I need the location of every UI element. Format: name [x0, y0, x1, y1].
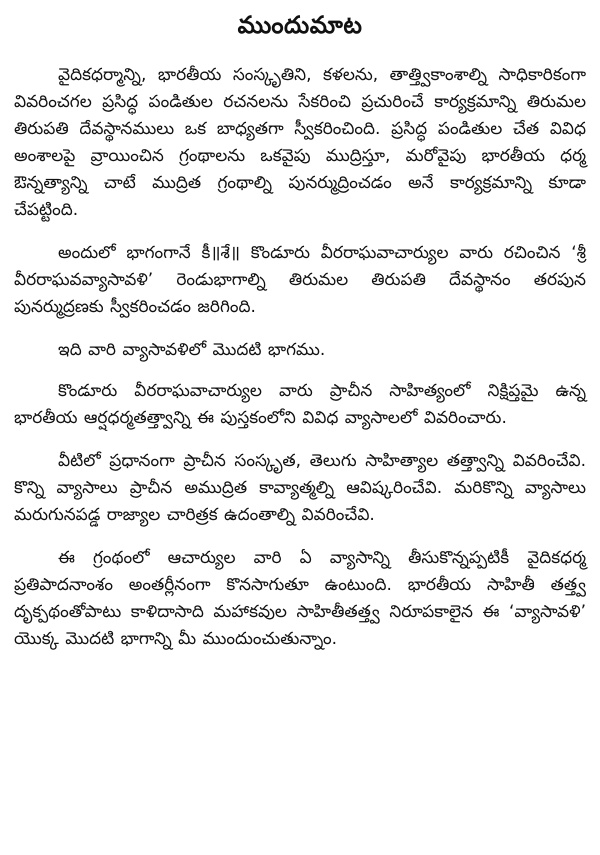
- paragraph-2: అందులో భాగంగానే కీ॥శే॥ కొండూరు వీరరాఘవాచార్యుల వారు రచించిన ‘శ్రీ వీరరాఘవవ్యాసావళి’ రెండుభాగాల్ని తిరుమల తిరుపతి దేవస్థానం తరపున పునర్ముద్రణకు స్వీకరించడం జరిగింది.: [14, 243, 586, 317]
- paragraph-3: ఇది వారి వ్యాసావళిలో మొదటి భాగము.: [58, 340, 326, 360]
- paragraph-1: వైదికధర్మాన్ని, భారతీయ సంస్కృతిని, కళలను, తాత్త్వికాంశాల్ని సాధికారికంగా వివరించగల ప్రసిద్ధ పండితుల రచనలను సేకరించి ప్రచురించే కార్యక్రమాన్ని తిరుమల తిరుపతి దేవస్థానములు ఒక బాధ్యతగా స్వీకరించింది. ప్రసిద్ధ పండితుల చేత వివిధ అంశాలపై వ్రాయించిన గ్రంథాలను ఒకవైపు ముద్రిస్తూ, మరోవైపు భారతీయ ధర్మ ఔన్నత్యాన్ని చాటే ముద్రిత గ్రంథాల్ని పునర్ముద్రించడం అనే కార్యక్రమాన్ని కూడా చేపట్టింది.: [14, 65, 586, 220]
- paragraph-5: వీటిలో ప్రధానంగా ప్రాచీన సంస్కృత, తెలుగు సాహిత్యాల తత్త్వాన్ని వివరించేవి. కొన్ని వ్యాసాలు ప్రాచీన అముద్రిత కావ్యాత్మల్ని ఆవిష్కరించేవి. మరికొన్ని వ్యాసాలు మరుగునపడ్డ రాజ్యాల చారిత్రక ఉదంతాల్ని వివరించేవి.: [14, 451, 586, 525]
- page-title: ముందుమాట: [237, 11, 363, 39]
- paragraph-4: కొండూరు వీరరాఘవాచార్యుల వారు ప్రాచీన సాహిత్యంలో నిక్షిప్తమై ఉన్న భారతీయ ఆర్షధర్మతత్త్వాన్ని ఈ పుస్తకంలోని వివిధ వ్యాసాలలో వివరించారు.: [14, 381, 586, 428]
- paragraph-6: ఈ గ్రంథంలో ఆచార్యుల వారి ఏ వ్యాసాన్ని తీసుకొన్నప్పటికీ వైదికధర్మ ప్రతిపాదనాంశం అంతర్లీనంగా కొనసాగుతూ ఉంటుంది. భారతీయ సాహితీ తత్త్వ దృక్పథంతోపాటు కాళిదాసాది మహాకవుల సాహితీతత్త్వ నిరూపకాలైన ఈ ‘వ్యాసావళి’ యొక్క మొదటి భాగాన్ని మీ ముందుంచుతున్నాం.: [14, 548, 586, 649]
